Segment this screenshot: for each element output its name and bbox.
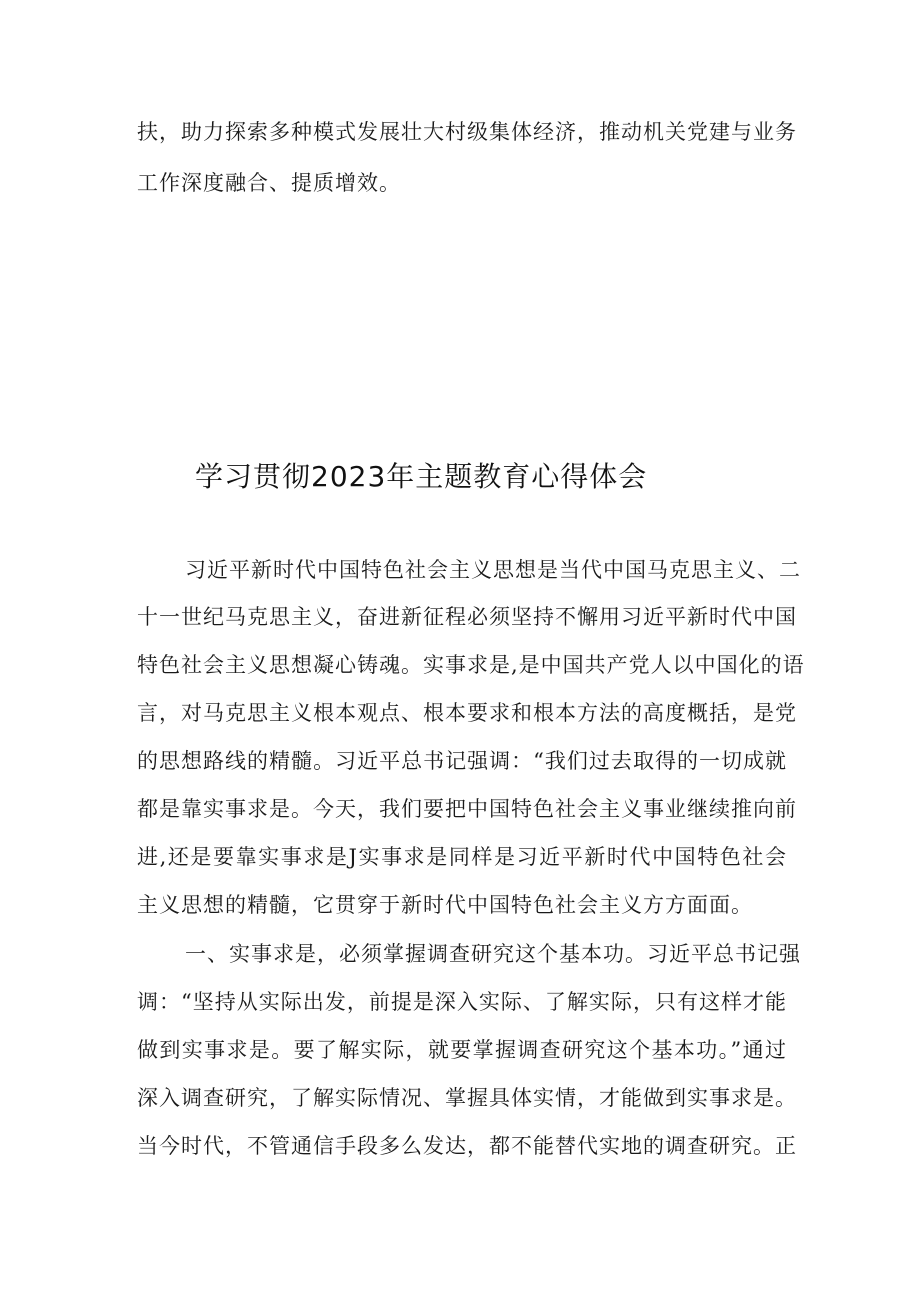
text-line: 当今时代，不管通信手段多么发达，都不能替代实地的调查研究。正 <box>137 1134 797 1158</box>
text-line: 做到实事求是。要了解实际，就要掌握调查研究这个基本功。”通过 <box>137 1038 787 1062</box>
text-line: 一、实事求是，必须掌握调查研究这个基本功。习近平总书记强 <box>185 942 801 966</box>
text-line: 扶，助力探索多种模式发展壮大村级集体经济，推动机关党建与业务 <box>137 120 797 144</box>
text-line: 的思想路线的精髓。习近平总书记强调：“我们过去取得的一切成就 <box>137 749 787 773</box>
text-line: 十一世纪马克思主义，奋进新征程必须坚持不懈用习近平新时代中国 <box>137 605 797 629</box>
text-line: 深入调查研究，了解实际情况、掌握具体实情，才能做到实事求是。 <box>137 1086 797 1110</box>
text-line: 习近平新时代中国特色社会主义思想是当代中国马克思主义、二 <box>185 558 801 582</box>
text-line: 主义思想的精髓，它贯穿于新时代中国特色社会主义方方面面。 <box>137 893 753 917</box>
text-line: 都是靠实事求是。今天，我们要把中国特色社会主义事业继续推向前 <box>137 797 797 821</box>
text-line: 特色社会主义思想凝心铸魂。实事求是,是中国共产党人以中国化的语 <box>137 653 805 677</box>
text-line: 进,还是要靠实事求是J实事求是同样是习近平新时代中国特色社会 <box>137 845 787 869</box>
article-title: 学习贯彻2023年主题教育心得体会 <box>195 460 648 493</box>
text-line: 工作深度融合、提质增效。 <box>137 171 401 195</box>
text-line: 调：“坚持从实际出发，前提是深入实际、了解实际，只有这样才能 <box>137 990 787 1014</box>
text-line: 言，对马克思主义根本观点、根本要求和根本方法的高度概括，是党 <box>137 701 797 725</box>
